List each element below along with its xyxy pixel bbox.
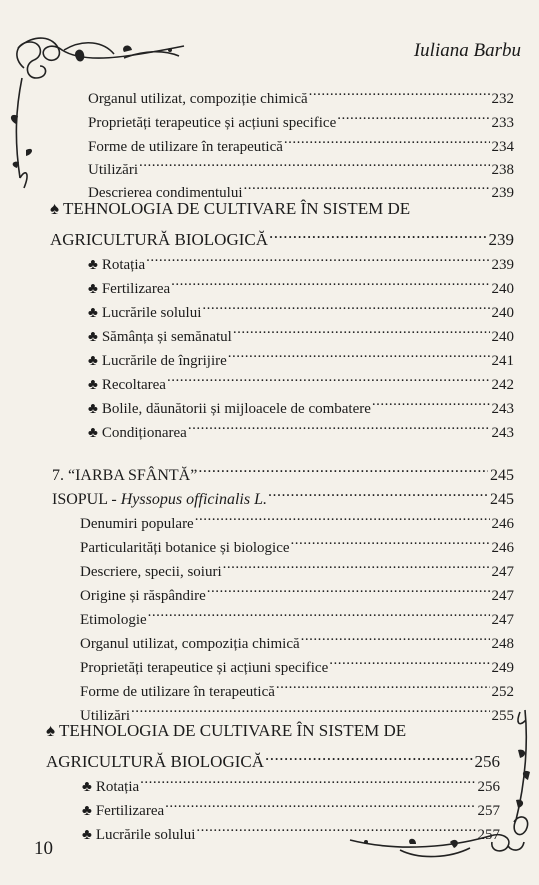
toc-entry[interactable] xyxy=(88,79,514,107)
toc-entry-latin-name: Hyssopus officinalis L. xyxy=(120,491,267,508)
toc-page-number: 238 xyxy=(491,162,514,178)
toc-page-number: 240 xyxy=(491,281,514,297)
toc-entry[interactable] xyxy=(88,173,514,201)
toc-entry-text: Proprietăți terapeutice și acțiuni specifice xyxy=(80,660,329,676)
dot-leader xyxy=(166,365,490,389)
toc-entry[interactable] xyxy=(50,221,514,249)
spade-bullet-icon: ♠ xyxy=(50,199,60,218)
toc-entry[interactable] xyxy=(88,245,514,273)
dot-leader xyxy=(227,341,490,365)
toc-entry[interactable] xyxy=(88,341,514,369)
toc-entry[interactable] xyxy=(80,648,514,676)
toc-entry-text: Fertilizarea xyxy=(95,803,165,819)
toc-entry[interactable] xyxy=(88,269,514,297)
toc-entry-text: Organul utilizat, compoziția chimică xyxy=(80,636,300,652)
toc-page-number: 245 xyxy=(490,467,514,484)
toc-page-number: 241 xyxy=(491,353,514,369)
dot-leader xyxy=(308,79,490,103)
toc-entry[interactable] xyxy=(88,389,514,417)
toc-page-number: 255 xyxy=(491,708,514,724)
toc-entry-text: AGRICULTURĂ BIOLOGICĂ xyxy=(46,752,265,771)
dot-leader xyxy=(197,456,488,480)
dot-leader xyxy=(328,648,489,672)
toc-entry-text: ISOPUL - xyxy=(52,491,121,508)
toc-entry-text: Rotația xyxy=(95,779,140,795)
toc-page-number: 234 xyxy=(491,139,514,155)
toc-page-number: 245 xyxy=(490,491,514,508)
dot-leader xyxy=(290,528,490,552)
toc-page-number: 252 xyxy=(491,684,514,700)
toc-page-number: 257 xyxy=(477,827,500,843)
toc-entry-text: Fertilizarea xyxy=(101,281,171,297)
toc-entry-text: Descriere, specii, soiuri xyxy=(80,564,222,580)
toc-entry-text: 7. “IARBA SFÂNTĂ” xyxy=(52,467,198,484)
toc-page-number: 233 xyxy=(491,115,514,131)
dot-leader xyxy=(187,413,490,437)
toc-entry-text: TEHNOLOGIA DE CULTIVARE ÎN SISTEM DE xyxy=(59,721,407,740)
toc-entry[interactable] xyxy=(80,624,514,652)
toc-page-number: 256 xyxy=(474,752,500,771)
running-header-author: Iuliana Barbu xyxy=(413,40,521,61)
toc-page-number: 248 xyxy=(491,636,514,652)
toc-entry-text: Lucrările de îngrijire xyxy=(101,353,227,369)
toc-entry-text: Origine și răspândire xyxy=(80,588,206,604)
dot-leader xyxy=(336,103,489,127)
club-bullet-icon: ♣ xyxy=(88,401,98,417)
toc-page-number: 256 xyxy=(477,779,500,795)
floral-ornament-bottom-right xyxy=(340,700,535,860)
dot-leader xyxy=(145,245,489,269)
toc-entry-text: Descrierea condimentului xyxy=(88,185,243,201)
dot-leader xyxy=(201,293,489,317)
dot-leader xyxy=(371,389,490,413)
toc-entry[interactable] xyxy=(88,413,514,441)
toc-entry[interactable] xyxy=(88,365,514,393)
toc-entry-title xyxy=(50,197,410,221)
club-bullet-icon: ♣ xyxy=(88,377,98,393)
toc-page-number: 242 xyxy=(491,377,514,393)
toc-entry-title xyxy=(88,421,187,445)
dot-leader xyxy=(222,552,490,576)
toc-entry[interactable] xyxy=(88,127,514,155)
toc-page-number: 247 xyxy=(491,612,514,628)
club-bullet-icon: ♣ xyxy=(88,257,98,273)
dot-leader xyxy=(206,576,490,600)
club-bullet-icon: ♣ xyxy=(82,827,92,843)
toc-entry-text: Particularități botanice și biologice xyxy=(80,540,290,556)
toc-page-number: 257 xyxy=(477,803,500,819)
toc-entry[interactable] xyxy=(52,480,514,508)
toc-page-number: 240 xyxy=(491,329,514,345)
toc-entry-text: Bolile, dăunătorii și mijloacele de combatere xyxy=(101,401,371,417)
toc-entry[interactable] xyxy=(88,317,514,345)
toc-page-number: 232 xyxy=(491,91,514,107)
toc-entry-text: Sămânța și semănatul xyxy=(101,329,232,345)
toc-page-number: 246 xyxy=(491,516,514,532)
toc-entry-text: Proprietăți terapeutice și acțiuni specifice xyxy=(88,115,337,131)
dot-leader xyxy=(170,269,489,293)
toc-page-number: 249 xyxy=(491,660,514,676)
toc-page-number: 239 xyxy=(491,257,514,273)
club-bullet-icon: ♣ xyxy=(88,305,98,321)
toc-entry[interactable] xyxy=(88,150,514,178)
club-bullet-icon: ♣ xyxy=(88,281,98,297)
toc-entry-text: Condiționarea xyxy=(101,425,187,441)
dot-leader xyxy=(138,150,490,174)
dot-leader xyxy=(300,624,490,648)
dot-leader xyxy=(194,504,490,528)
toc-page-number: 247 xyxy=(491,564,514,580)
toc-entry[interactable] xyxy=(88,103,514,131)
toc-entry[interactable] xyxy=(80,504,514,532)
toc-entry-text: Etimologie xyxy=(80,612,147,628)
toc-page-number: 247 xyxy=(491,588,514,604)
toc-entry[interactable] xyxy=(80,576,514,604)
toc-page-number: 239 xyxy=(491,185,514,201)
toc-entry[interactable] xyxy=(88,293,514,321)
toc-page-number: 239 xyxy=(488,230,514,249)
spade-bullet-icon: ♠ xyxy=(46,721,56,740)
toc-entry-text: Utilizări xyxy=(88,162,138,178)
toc-entry[interactable] xyxy=(50,197,514,221)
toc-page-number: 240 xyxy=(491,305,514,321)
toc-entry-text: Denumiri populare xyxy=(80,516,194,532)
toc-entry[interactable] xyxy=(80,600,514,628)
toc-entry-text: Lucrările solului xyxy=(95,827,196,843)
club-bullet-icon: ♣ xyxy=(88,353,98,369)
toc-page-number: 243 xyxy=(491,401,514,417)
toc-entry-title xyxy=(82,823,195,847)
toc-entry[interactable] xyxy=(80,528,514,556)
toc-entry[interactable] xyxy=(80,672,514,700)
toc-entry[interactable] xyxy=(52,456,514,484)
dot-leader xyxy=(268,221,486,245)
dot-leader xyxy=(267,480,488,504)
dot-leader xyxy=(232,317,490,341)
toc-entry-text: Lucrările solului xyxy=(101,305,202,321)
toc-entry-text: Recoltarea xyxy=(101,377,166,393)
toc-entry-text: Organul utilizat, compoziție chimică xyxy=(88,91,308,107)
club-bullet-icon: ♣ xyxy=(82,779,92,795)
toc-entry-text: Rotația xyxy=(101,257,146,273)
toc-entry-text: Utilizări xyxy=(80,708,130,724)
toc-page-number: 246 xyxy=(491,540,514,556)
dot-leader xyxy=(275,672,490,696)
dot-leader xyxy=(147,600,490,624)
toc-entry-text: Forme de utilizare în terapeutică xyxy=(80,684,275,700)
club-bullet-icon: ♣ xyxy=(82,803,92,819)
toc-entry-text: Forme de utilizare în terapeutică xyxy=(88,139,283,155)
page-number: 10 xyxy=(34,838,53,859)
toc-entry[interactable] xyxy=(80,552,514,580)
club-bullet-icon: ♣ xyxy=(88,425,98,441)
toc-entry-text: TEHNOLOGIA DE CULTIVARE ÎN SISTEM DE xyxy=(63,199,411,218)
dot-leader xyxy=(283,127,490,151)
toc-entry-text: AGRICULTURĂ BIOLOGICĂ xyxy=(50,230,269,249)
club-bullet-icon: ♣ xyxy=(88,329,98,345)
toc-page-number: 243 xyxy=(491,425,514,441)
dot-leader xyxy=(243,173,490,197)
